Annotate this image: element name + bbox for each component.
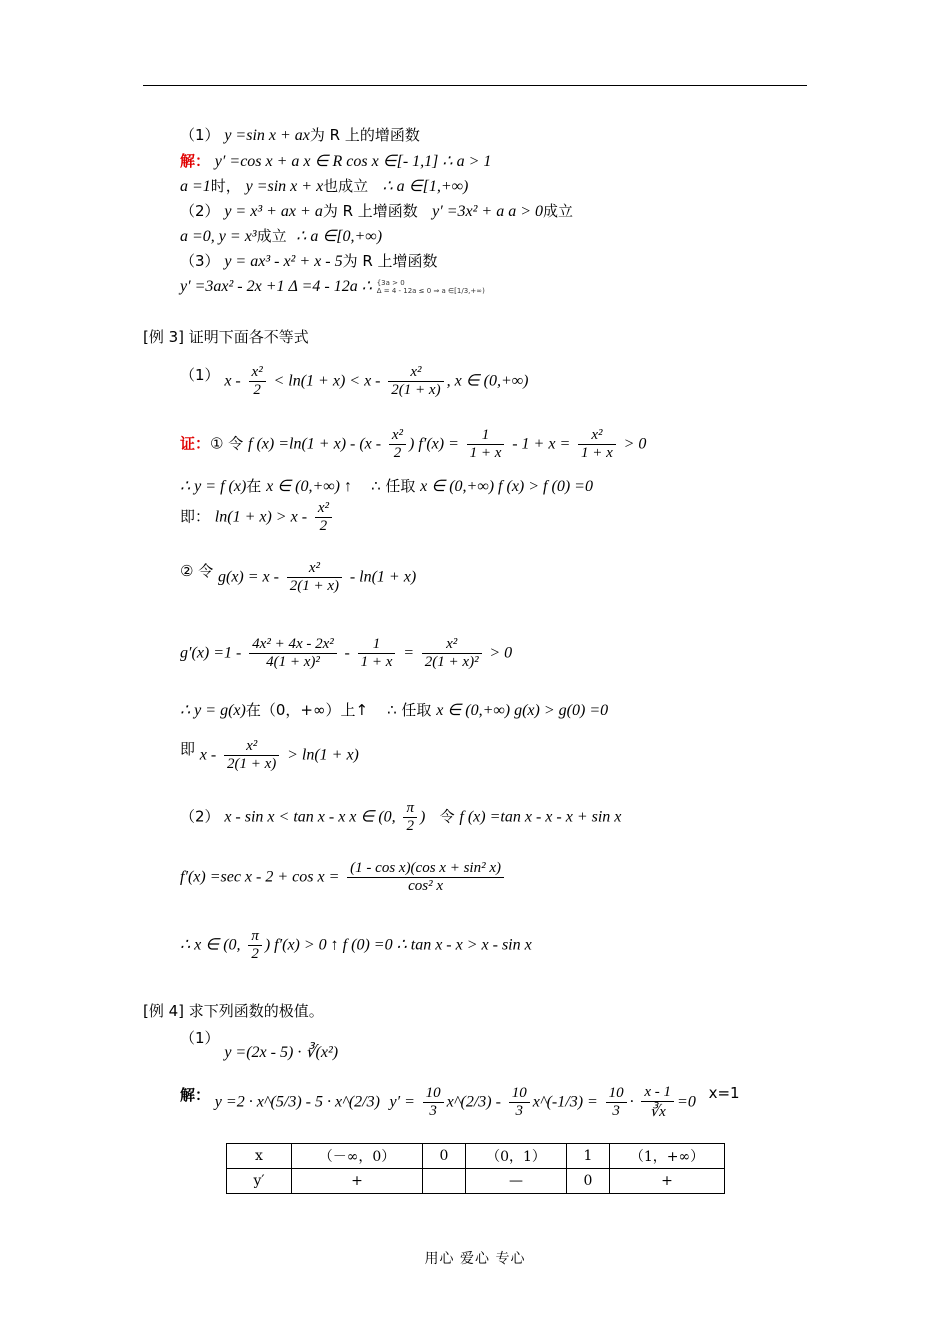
math-expr: y′ =: [389, 1093, 415, 1111]
math-expr: y = ax³ - x² + x - 5: [224, 253, 343, 270]
part-label: （1）: [180, 1029, 220, 1047]
math-expr: g(x) = x -: [218, 568, 279, 586]
fraction: $\frac{\text{x²}}{2(1 + x)}$: [388, 364, 443, 399]
math-expr: f (x) =tan x - x - x + sin x: [459, 808, 622, 826]
ex2-part1: [180, 124, 420, 145]
text: ② 令: [180, 562, 214, 580]
math-expr: > 0: [489, 644, 513, 662]
fraction: $\frac{\text{x²}}{2}$: [389, 427, 406, 462]
part-label: （2）: [180, 807, 220, 826]
math-expr: < ln(1 + x) < x -: [273, 372, 381, 390]
math-expr: > ln(1 + x): [287, 746, 359, 764]
math-expr: ) f′(x) > 0 ↑ f (0) =0 ∴ tan x - x > x - sin x: [264, 936, 532, 954]
math-expr: ·: [629, 1093, 634, 1111]
solution-label: 解：: [180, 1086, 211, 1104]
math-expr: y =(2x - 5) · ∛(x²): [224, 1044, 339, 1061]
ex3-part2: [180, 800, 621, 835]
part-label: （1）: [180, 126, 220, 144]
ex4-part1: [180, 1027, 339, 1061]
math-expr: y =sin x + ax: [224, 127, 310, 144]
part-label: （1）: [180, 366, 220, 384]
math-expr: , x ∈ (0,+∞): [446, 372, 529, 390]
math-expr: ∴ a ∈[0,+∞): [296, 228, 383, 245]
text: 成立: [256, 227, 287, 245]
fraction: $\frac{1}{1 + x}$: [467, 427, 505, 462]
table-cell: [423, 1169, 466, 1194]
math-expr: ) f′(x) =: [409, 435, 459, 453]
math-expr: - 1 + x =: [512, 435, 571, 453]
part-label: （2）: [180, 202, 220, 220]
math-expr: ∴ x ∈ (0,: [180, 936, 241, 954]
text: 也成立: [323, 177, 369, 195]
math-expr: g′(x) =1 -: [180, 644, 242, 662]
table-cell: （－∞，0）: [292, 1144, 423, 1169]
fraction: $\frac{1}{1 + x}$: [358, 636, 396, 671]
math-expr: ln(1 + x) > x -: [214, 508, 308, 526]
math-expr: f (x) =ln(1 + x) - (x -: [248, 435, 382, 453]
fraction: $\frac{x - 1}{∛x}$: [641, 1084, 674, 1121]
fraction: $\frac{\text{x²}}{2(1 + x)}$: [224, 738, 279, 773]
page-footer: 用心 爱心 专心: [424, 1251, 526, 1267]
fraction: $\frac{\text{x²}}{\text{2(1 + x)²}}$: [422, 636, 482, 671]
math-expr: =: [403, 644, 415, 662]
math-expr: a =0, y = x³: [180, 228, 257, 245]
math-expr: ∴ y = f (x): [180, 478, 247, 495]
ex4-solution: [180, 1084, 740, 1121]
math-expr: y =2 · x^(5/3) - 5 · x^(2/3): [214, 1093, 380, 1111]
tiny-condition: {3a > 0 Δ = 4 - 12a ≤ 0 ⇒ a ∈[1/3,+∞): [376, 279, 485, 295]
math-expr: x ∈ (0,+∞) g(x) > g(0) =0: [436, 702, 609, 719]
table-row: [227, 1144, 725, 1169]
sign-table: [226, 1143, 725, 1194]
math-expr: ): [419, 808, 426, 826]
ex3-title: [例 3] 证明下面各不等式: [143, 328, 309, 346]
math-expr: x - sin x < tan x - x x ∈ (0,: [224, 808, 396, 826]
ex2-solution-line1: [180, 150, 491, 171]
text: 即: [180, 740, 196, 758]
math-expr: =0: [677, 1093, 696, 1111]
text: 为 R 上增函数: [342, 252, 438, 270]
ex4-title: [例 4] 求下列函数的极值。: [143, 1002, 324, 1020]
math-expr: - ln(1 + x): [349, 568, 417, 586]
math-expr: > 0: [623, 435, 647, 453]
table-cell: y′: [227, 1169, 292, 1194]
text: ① 令: [210, 434, 244, 453]
ex2-part2: [180, 200, 573, 221]
math-expr: a =1: [180, 178, 211, 195]
ex3-proof-line3: [180, 500, 335, 535]
ex2-part3-line2: [180, 276, 485, 296]
math-expr: y′ =3ax² - 2x +1 Δ =4 - 12a ∴: [180, 278, 372, 295]
table-cell: +: [610, 1169, 725, 1194]
text: 为 R 上的增函数: [309, 126, 420, 144]
table-cell: +: [292, 1169, 423, 1194]
ex3-conclusion: [180, 928, 532, 963]
text: 即：: [180, 507, 211, 526]
fraction: $\frac{10}{3}$: [423, 1085, 444, 1120]
ex2-part2-line2: [180, 225, 382, 246]
math-expr: y = x³ + ax + a: [224, 203, 323, 220]
ex2-solution-line2: [180, 175, 468, 196]
ex2-part3: [180, 250, 438, 271]
math-expr: x^(-1/3) =: [532, 1093, 598, 1111]
math-expr: ∴ a ∈[1,+∞): [382, 178, 469, 195]
table-cell: —: [466, 1169, 567, 1194]
table-cell: 0: [423, 1144, 466, 1169]
math-expr: ∴ y = g(x): [180, 702, 246, 719]
math-expr: x -: [199, 746, 217, 764]
fraction: $\frac{10}{3}$: [509, 1085, 530, 1120]
fraction: $\frac{\text{x²}}{2(1 + x)}$: [287, 560, 342, 595]
math-expr: y =sin x + x: [245, 178, 324, 195]
table-cell: x: [227, 1144, 292, 1169]
math-expr: -: [344, 644, 350, 662]
fraction: $\frac{\pi}{2}$: [403, 800, 417, 835]
ex3-proof-line6: [180, 738, 359, 773]
ex3-g-def: [180, 560, 416, 595]
text: 为 R 上增函数: [322, 202, 418, 220]
text: 成立: [543, 202, 574, 220]
math-expr: x -: [224, 372, 241, 390]
table-row: [227, 1169, 725, 1194]
text: ∴ 任取: [371, 477, 416, 495]
header-rule: [143, 85, 807, 86]
fraction: $\frac{\text{x²}}{1 + x}$: [578, 427, 616, 462]
ex3-f-derivative: [180, 860, 507, 895]
proof-label: 证：: [180, 434, 211, 453]
fraction: $\frac{\text{4x² + 4x - 2x²}}{\text{4(1 + x)²}}$: [249, 636, 337, 671]
text: 在: [246, 477, 262, 495]
math-expr: y′ =3x² + a a > 0: [432, 203, 543, 220]
ex3-g-derivative: [180, 636, 512, 671]
solution-label: 解：: [180, 152, 211, 170]
fraction: $\frac{10}{3}$: [606, 1085, 627, 1120]
text: 时，: [210, 177, 241, 195]
math-expr: x^(2/3) -: [446, 1093, 501, 1111]
fraction: $\frac{\text{(1 - cos x)(cos x + sin² x)}}{\text{cos² x}}$: [347, 860, 504, 895]
root: x=1: [708, 1084, 740, 1102]
fraction: $\frac{\text{x²}}{2}$: [315, 500, 332, 535]
ex3-proof-line5: [180, 699, 608, 720]
ex3-proof-line2: [180, 475, 593, 496]
ex3-proof-line1: [180, 427, 646, 462]
ex3-part1: [180, 364, 528, 399]
fraction: $\frac{\pi}{2}$: [248, 928, 262, 963]
table-cell: （0，1）: [466, 1144, 567, 1169]
text: 在（0，+∞）上↑: [245, 701, 369, 719]
math-expr: y′ =cos x + a x ∈ R cos x ∈[- 1,1] ∴ a > 1: [214, 153, 492, 170]
text: 令: [439, 807, 455, 826]
table-cell: 0: [567, 1169, 610, 1194]
math-expr: x ∈ (0,+∞) f (x) > f (0) =0: [420, 478, 593, 495]
table-cell: （1，+∞）: [610, 1144, 725, 1169]
math-expr: f′(x) =sec x - 2 + cos x =: [180, 868, 340, 886]
part-label: （3）: [180, 252, 220, 270]
fraction: $\frac{\text{x²}}{2}$: [249, 364, 266, 399]
text: ∴ 任取: [387, 701, 432, 719]
math-expr: x ∈ (0,+∞) ↑: [266, 478, 352, 495]
table-cell: 1: [567, 1144, 610, 1169]
